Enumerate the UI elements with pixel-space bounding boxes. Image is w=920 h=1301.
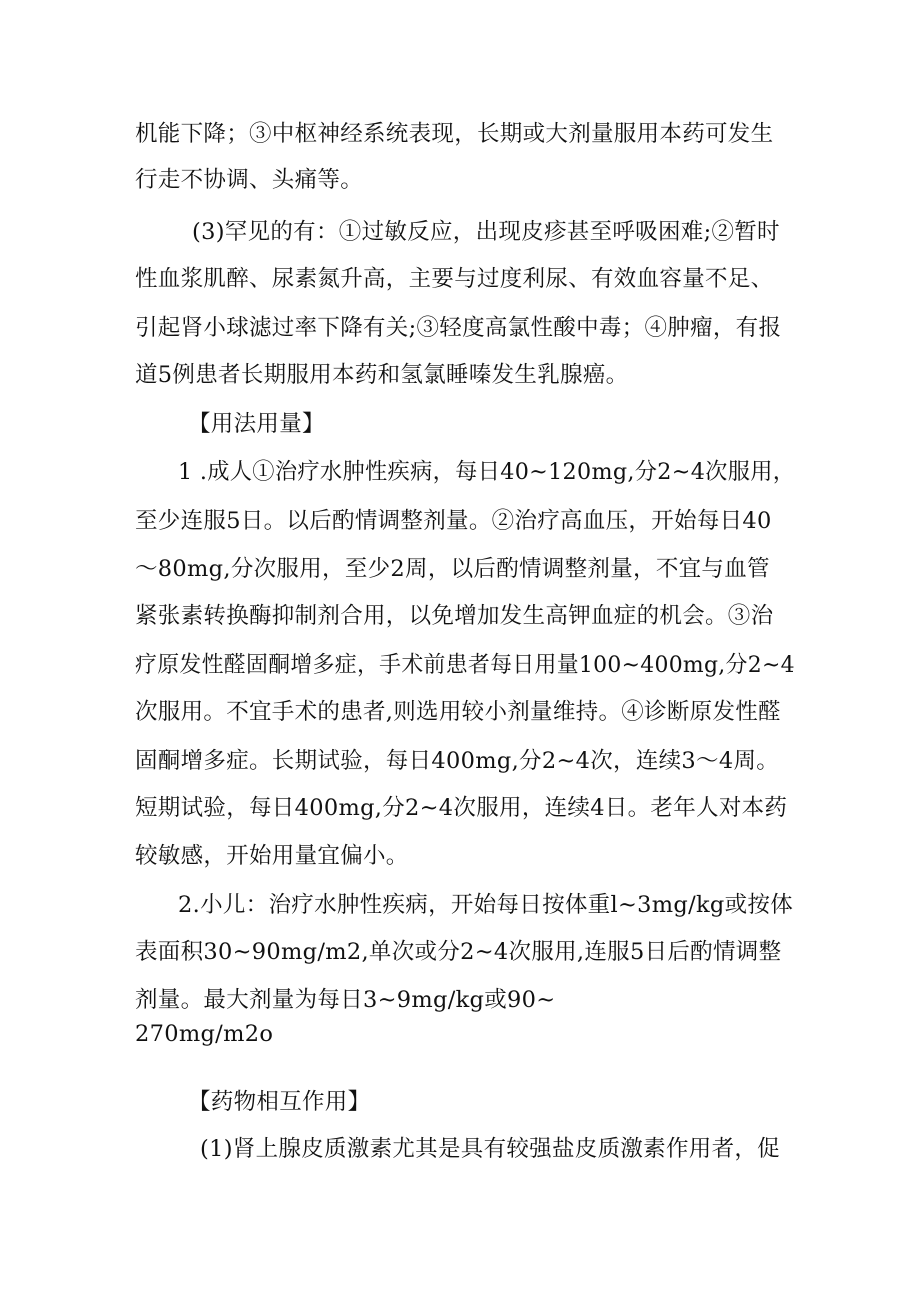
text-line: 剂量。最大剂量为每日3~9mg∕kg或90~ (135, 987, 556, 1013)
text-line: 机能下降；③中枢神经系统表现，长期或大剂量服用本药可发生 (135, 121, 774, 147)
text-line: 引起肾小球滤过率下降有关;③轻度高氯性酸中毒；④肿瘤，有报 (135, 315, 782, 341)
text-line: 表面积30~90mg∕m2,单次或分2~4次服用,连服5日后酌情调整 (135, 939, 782, 965)
text-line: 紧张素转换酶抑制剂合用，以免增加发生高钾血症的机会。③治 (135, 603, 774, 629)
text-line: 疗原发性醛固酮增多症，手术前患者每日用量100~400mg,分2~4 (135, 652, 795, 678)
text-line: 较敏感，开始用量宜偏小。 (135, 843, 409, 869)
text-line: (3)罕见的有：①过敏反应，出现皮疹甚至呼吸困难;②暂时 (192, 219, 780, 245)
text-line: ～80mg,分次服用，至少2周，以后酌情调整剂量，不宜与血管 (135, 556, 770, 582)
text-line: 次服用。不宜手术的患者,则选用较小剂量维持。④诊断原发性醛 (135, 699, 781, 725)
text-line: (1)肾上腺皮质激素尤其是具有较强盐皮质激素作用者，促 (200, 1136, 780, 1162)
text-line: 性血浆肌醉、尿素氮升高，主要与过度利尿、有效血容量不足、 (135, 266, 774, 292)
text-line: 1 .成人①治疗水肿性疾病，每日40~120mg,分2~4次服用， (178, 459, 796, 485)
text-line: 道5例患者长期服用本药和氢氯睡嗪发生乳腺癌。 (135, 362, 629, 388)
section-heading-dosage: 【用法用量】 (188, 411, 325, 437)
text-line: 270mg∕m2o (135, 1021, 274, 1047)
text-line: 固酮增多症。长期试验，每日400mg,分2~4次，连续3～4周。 (135, 748, 780, 774)
section-heading-interactions: 【药物相互作用】 (188, 1089, 371, 1115)
text-line: 短期试验，每日400mg,分2~4次服用，连续4日。老年人对本药 (135, 795, 788, 821)
text-line: 至少连服5日。以后酌情调整剂量。②治疗高血压，开始每日40 (135, 508, 772, 534)
text-line: 2.小儿：治疗水肿性疾病，开始每日按体重l~3mg∕kg或按体 (178, 892, 793, 918)
text-line: 行走不协调、头痛等。 (135, 167, 364, 193)
